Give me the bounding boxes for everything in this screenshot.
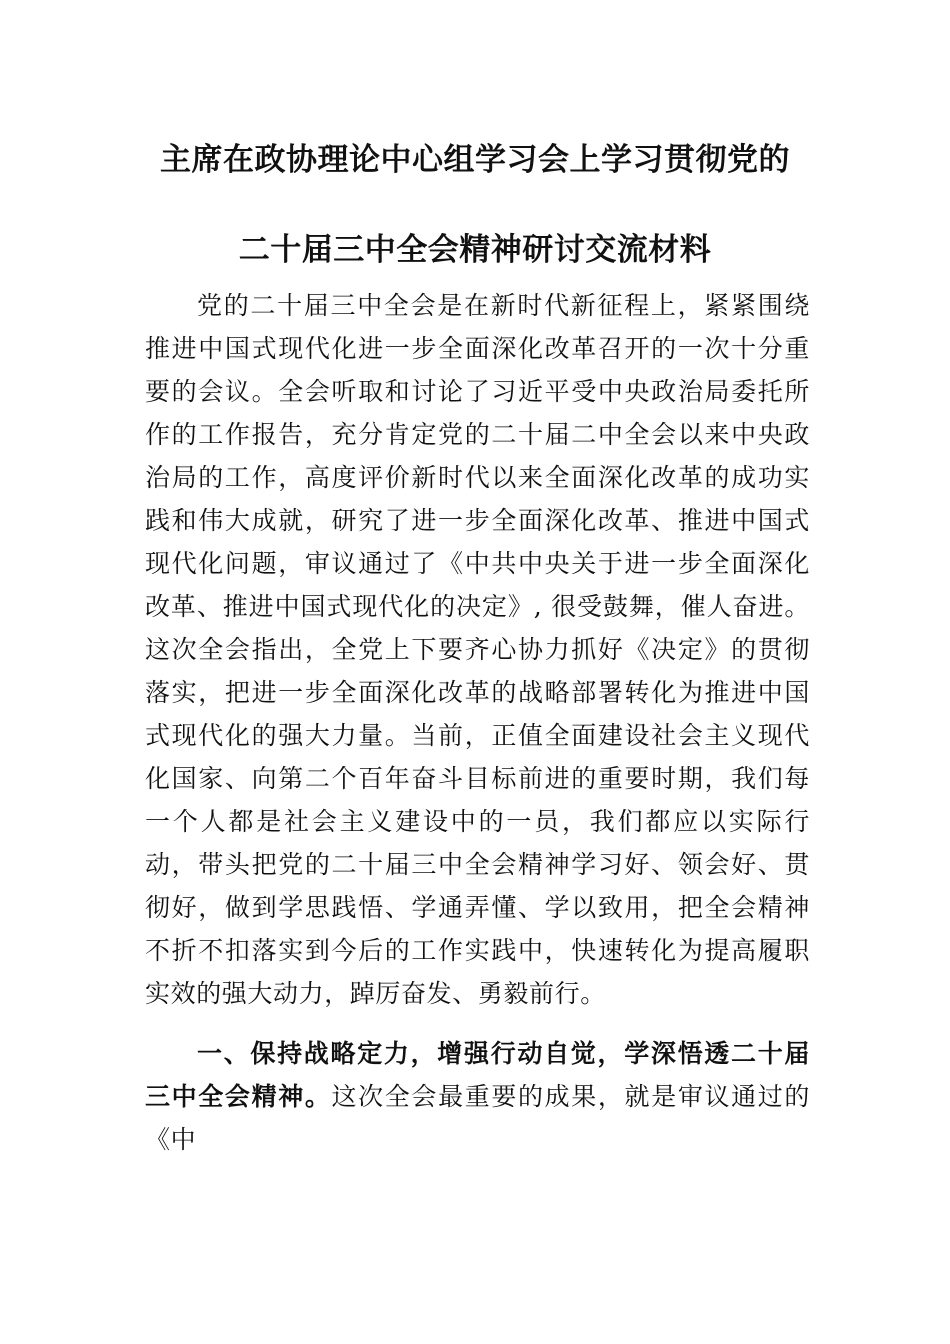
section-heading-1: 一、保持战略定力，增强行动自觉，学深悟透二十届三中全会精神。	[145, 1039, 810, 1111]
body-paragraph-2-text: 这次全会最重要的成果，就是审议通过的《中	[145, 1082, 810, 1154]
document-title-line-2: 二十届三中全会精神研讨交流材料	[238, 232, 712, 268]
body-paragraph-2	[145, 1032, 810, 1161]
document-title-line-1: 主席在政协理论中心组学习会上学习贯彻党的	[160, 142, 790, 178]
body-paragraph-1: 党的二十届三中全会是在新时代新征程上，紧紧围绕推进中国式现代化进一步全面深化改革召开的一次十分重要的会议。全会听取和讨论了习近平受中央政治局委托所作的工作报告，充分肯定党的二十届二中全会以来中央政治局的工作，高度评价新时代以来全面深化改革的成功实践和伟大成就，研究了进一步全面深化改革、推进中国式现代化问题，审议通过了《中共中央关于进一步全面深化改革、推进中国式现代化的决定》, 很受鼓舞，催人奋进。这次全会指出，全党上下要齐心协力抓好《决定》的贯彻落实，把进一步全面深化改革的战略部署转化为推进中国式现代化的强大力量。当前，正值全面建设社会主义现代化国家、向第二个百年奋斗目标前进的重要时期，我们每一个人都是社会主义建设中的一员，我们都应以实际行动，带头把党的二十届三中全会精神学习好、领会好、贯彻好，做到学思践悟、学通弄懂、学以致用，把全会精神不折不扣落实到今后的工作实践中，快速转化为提高履职实效的强大动力，踔厉奋发、勇毅前行。	[145, 291, 810, 1008]
